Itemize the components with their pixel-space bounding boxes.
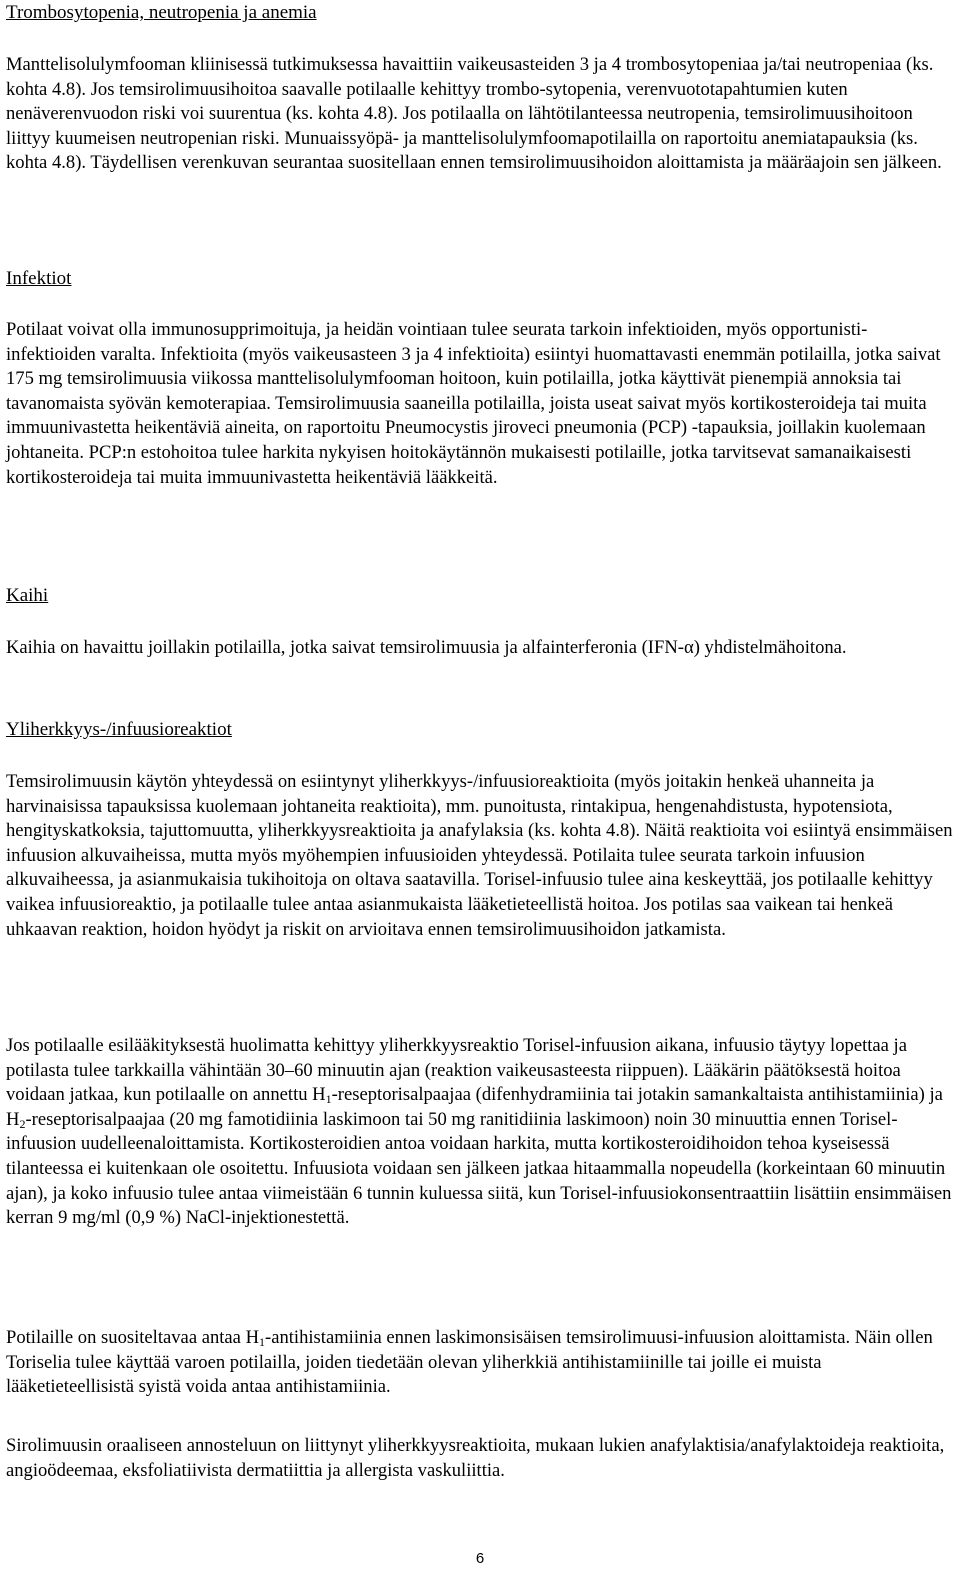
paragraph-esilaakitys — [6, 1034, 954, 1231]
page-number: 6 — [475, 1550, 485, 1567]
esilaakitys-text-3: -reseptorisalpaajaa (20 mg famotidiinia laskimoon tai 50 mg ranitidiinia laskimoon) noin 30 minuuttia ennen Torisel-infuusion uudelleenaloittamista. Kortikosteroidien antoa voidaan harkita, mutta kortikosteroidihoidon tehoa kyseisessä tilanteessa ei kuitenkaan ole osoitettu. Infuusiota voidaan sen jälkeen jatkaa hitaammalla nopeudella (korkeintaan 60 minuutin ajan), ja koko infuusio tulee antaa viimeistään 6 tunnin kuluessa siitä, kun Torisel-infuusiokonsentraattiin lisättiin ensimmäisen kerran 9 mg/ml (0,9 %) NaCl-injektionestettä. — [6, 1108, 952, 1229]
heading-yliherkkyys: Yliherkkyys-/infuusioreaktiot — [6, 719, 232, 740]
h1-subscript: 1 — [259, 1335, 266, 1349]
paragraph-infektiot: Potilaat voivat olla immunosupprimoituja, ja heidän vointiaan tulee seurata tarkoin infektioiden, myös opportunisti-infektioiden varalta. Infektioita (myös vaikeusasteen 3 ja 4 infektioita) esiintyi huomattavasti enemmän potilailla, jotka saivat 175 mg temsirolimuusia viikossa manttelisolulymfooman hoitoon, kuin potilailla, jotka käyttivät pienempiä annoksia tai tavanomaista syövän kemoterapiaa. Temsirolimuusia saaneilla potilailla, joista useat saivat myös kortikosteroideja tai muita immuunivastetta heikentäviä aineita, on raportoitu Pneumocystis jiroveci pneumonia (PCP) -tapauksia, joillakin kuolemaan johtaneita. PCP:n estohoitoa tulee harkita nykyisen hoitokäytännön mukaisesti potilaille, jotka tarvitsevat samanaikaisesti kortikosteroideja tai muita immuunivastetta heikentäviä lääkkeitä. — [6, 319, 941, 488]
paragraph-trombosytopenia: Manttelisolulymfooman kliinisessä tutkimuksessa havaittiin vaikeusasteiden 3 ja 4 trombosytopeniaa ja/tai neutropeniaa (ks. kohta 4.8). Jos temsirolimuusihoitoa saavalle potilaalle kehittyy trombo-sytopenia, verenvuototapahtumien kuten nenäverenvuodon riski voi suurentua (ks. kohta 4.8). Jos potilaalla on lähtötilanteessa neutropenia, temsirolimuusihoitoon liittyy kuumeisen neutropenian riski. Munuaissyöpä- ja manttelisolulymfoomapotilailla on raportoitu anemiatapauksia (ks. kohta 4.8). Täydellisen verenkuvan seurantaa suositellaan ennen temsirolimuusihoidon aloittamista ja määräajoin sen jälkeen. — [6, 54, 942, 174]
h1-subscript: 1 — [325, 1092, 332, 1107]
antihistamiini-text-1: Potilaille on suositeltavaa antaa H — [6, 1327, 260, 1348]
paragraph-antihistamiini — [6, 1326, 954, 1400]
heading-infektiot: Infektiot — [6, 268, 72, 289]
esilaakitys-text-2: -reseptorisalpaajaa (difenhydramiinia tai jotakin samankaltaista antihistamiinia) ja H — [6, 1084, 943, 1130]
esilaakitys-text-1: Jos potilaalle esilääkityksestä huolimatta kehittyy yliherkkyysreaktio Torisel-infuusion aikana, infuusio täytyy lopettaa ja potilasta tulee tarkkailla vähintään 30–60 minuutin ajan (reaktion vaikeusasteesta riippuen). Lääkärin päätöksestä hoitoa voidaan jatkaa, kun potilaalle on annettu H — [6, 1035, 907, 1106]
h2-subscript: 2 — [19, 1116, 26, 1131]
heading-kaihi: Kaihi — [6, 585, 49, 606]
paragraph-kaihi: Kaihia on havaittu joillakin potilailla, jotka saivat temsirolimuusia ja alfainterferonia (IFN-α) yhdistelmähoitona. — [6, 637, 847, 658]
antihistamiini-text-2: -antihistamiinia ennen laskimonsisäisen temsirolimuusi-infuusion aloittamista. Näin ollen Toriselia tulee käyttää varoen potilailla, joiden tiedetään olevan yliherkkiä antihistamiinille tai joille ei muista lääketieteellisistä syistä voida antaa antihistamiinia. — [6, 1327, 933, 1398]
heading-trombosytopenia: Trombosytopenia, neutropenia ja anemia — [6, 2, 317, 23]
paragraph-sirolimuusi: Sirolimuusin oraaliseen annosteluun on liittynyt yliherkkyysreaktioita, mukaan lukien anafylaktisia/anafylaktoideja reaktioita, angioödeemaa, eksfoliatiivista dermatiittia ja allergista vaskuliittia. — [6, 1435, 945, 1481]
paragraph-yliherkkyys: Temsirolimuusin käytön yhteydessä on esiintynyt yliherkkyys-/infuusioreaktioita (myös joitakin henkeä uhanneita ja harvinaisissa tapauksissa kuolemaan johtaneita reaktioita), mm. punoitusta, rintakipua, hengenahdistusta, hypotensiota, hengityskatkoksia, tajuttomuutta, yliherkkyysreaktioita ja anafylaksia (ks. kohta 4.8). Näitä reaktioita voi esiintyä ensimmäisen infuusion alkuvaiheissa, mutta myös myöhempien infuusioiden yhteydessä. Potilaita tulee seurata tarkoin infuusion alkuvaiheessa, ja asianmukaisia tukihoitoja on oltava saatavilla. Torisel-infuusio tulee aina keskeyttää, jos potilaalle kehittyy vaikea infuusioreaktio, ja potilaalle tulee antaa asianmukaista lääketieteellistä hoitoa. Jos potilas saa vaikean tai henkeä uhkaavan reaktion, hoidon hyödyt ja riskit on arvioitava ennen temsirolimuusihoidon jatkamista. — [6, 771, 953, 940]
